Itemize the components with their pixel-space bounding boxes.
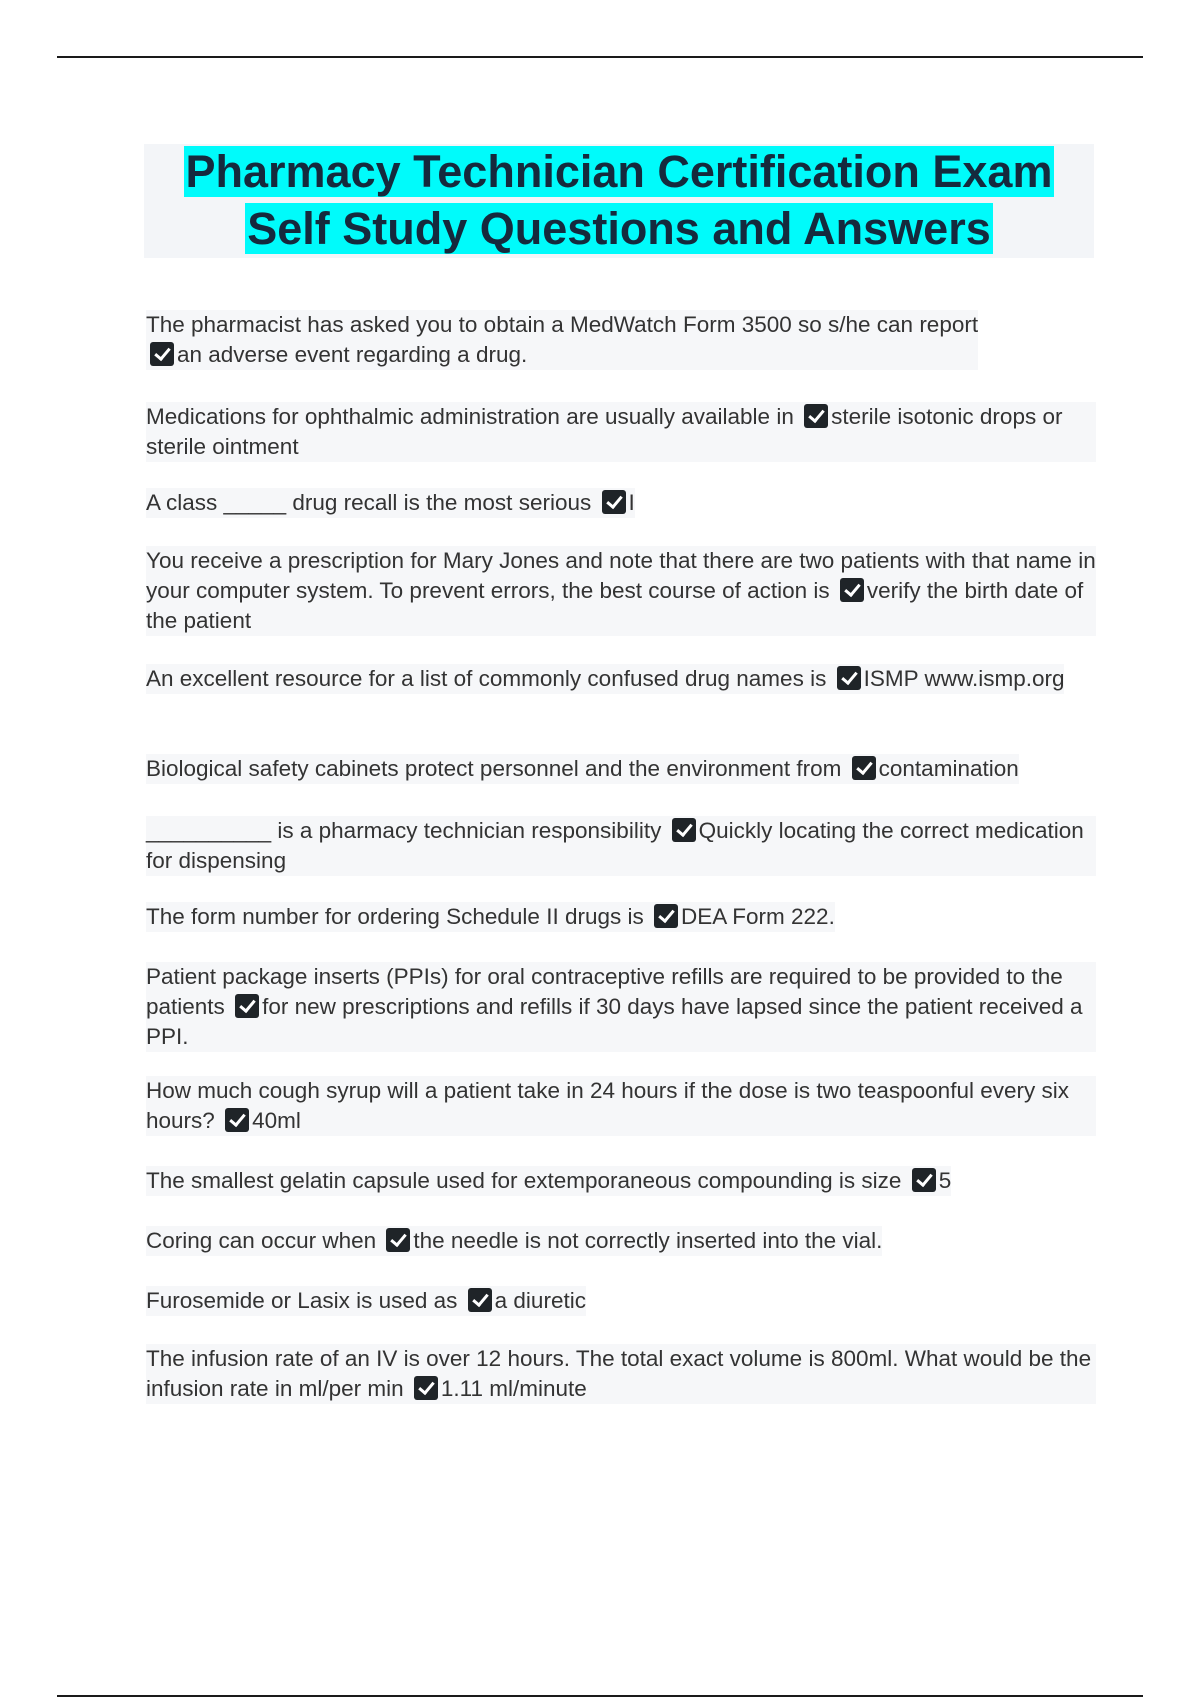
- checkmark-icon: [804, 404, 828, 428]
- checkmark-icon: [912, 1168, 936, 1192]
- checkmark-icon: [235, 994, 259, 1018]
- question-text: Biological safety cabinets protect personnel and the environment from: [146, 756, 842, 781]
- qa-item: [146, 546, 1096, 636]
- qa-item: [146, 1226, 882, 1256]
- document-title: [144, 144, 1094, 258]
- answer-text: an adverse event regarding a drug.: [177, 342, 528, 367]
- question-text: You receive a prescription for Mary Jones and note that there are two patients with that name in your computer system. To prevent errors, the best course of action is: [146, 548, 1096, 603]
- qa-item: [146, 962, 1096, 1052]
- qa-item: [146, 1166, 951, 1196]
- checkmark-icon: [840, 578, 864, 602]
- question-text: Patient package inserts (PPIs) for oral contraceptive refills are required to be provided to the patients: [146, 964, 1063, 1019]
- question-text: The smallest gelatin capsule used for extemporaneous compounding is size: [146, 1168, 902, 1193]
- qa-item: [146, 902, 835, 932]
- checkmark-icon: [414, 1376, 438, 1400]
- question-text: Coring can occur when: [146, 1228, 377, 1253]
- answer-text: sterile isotonic drops or sterile ointment: [146, 404, 1063, 459]
- qa-item: [146, 1344, 1096, 1404]
- qa-item: [146, 1076, 1096, 1136]
- checkmark-icon: [672, 818, 696, 842]
- checkmark-icon: [852, 756, 876, 780]
- checkmark-icon: [386, 1228, 410, 1252]
- answer-text: 40ml: [252, 1108, 301, 1133]
- question-text: The infusion rate of an IV is over 12 hours. The total exact volume is 800ml. What would be the infusion rate in ml/per min: [146, 1346, 1092, 1401]
- answer-text: a diuretic: [494, 1288, 586, 1313]
- question-text: How much cough syrup will a patient take in 24 hours if the dose is two teaspoonful every six hours?: [146, 1078, 1069, 1133]
- answer-text: I: [628, 490, 635, 515]
- qa-item: [146, 488, 635, 518]
- bottom-rule: [57, 1695, 1143, 1697]
- answer-text: 1.11 ml/minute: [440, 1376, 587, 1401]
- question-text: A class _____ drug recall is the most serious: [146, 490, 592, 515]
- qa-item: [146, 754, 1019, 784]
- checkmark-icon: [150, 342, 174, 366]
- answer-text: contamination: [878, 756, 1019, 781]
- answer-text: Quickly locating the correct medication for dispensing: [146, 818, 1084, 873]
- checkmark-icon: [468, 1288, 492, 1312]
- checkmark-icon: [602, 490, 626, 514]
- answer-text: verify the birth date of the patient: [146, 578, 1084, 633]
- checkmark-icon: [225, 1108, 249, 1132]
- qa-item: [146, 664, 1064, 694]
- question-text: The pharmacist has asked you to obtain a MedWatch Form 3500 so s/he can report: [146, 312, 979, 337]
- question-text: Medications for ophthalmic administration are usually available in: [146, 404, 794, 429]
- answer-text: 5: [938, 1168, 952, 1193]
- checkmark-icon: [837, 666, 861, 690]
- checkmark-icon: [654, 904, 678, 928]
- question-text: Furosemide or Lasix is used as: [146, 1288, 458, 1313]
- answer-text: the needle is not correctly inserted into the vial.: [413, 1228, 883, 1253]
- question-text: The form number for ordering Schedule II drugs is: [146, 904, 644, 929]
- question-text: An excellent resource for a list of commonly confused drug names is: [146, 666, 827, 691]
- answer-text: for new prescriptions and refills if 30 days have lapsed since the patient received a PPI.: [146, 994, 1083, 1049]
- top-rule: [57, 56, 1143, 58]
- qa-item: [146, 402, 1096, 462]
- qa-item: [146, 1286, 586, 1316]
- question-text: __________ is a pharmacy technician responsibility: [146, 818, 662, 843]
- title-line-1: Pharmacy Technician Certification Exam: [185, 146, 1053, 197]
- answer-text: ISMP www.ismp.org: [863, 666, 1065, 691]
- answer-text: DEA Form 222.: [681, 904, 835, 929]
- title-line-2: Self Study Questions and Answers: [247, 203, 991, 254]
- qa-item: [146, 816, 1096, 876]
- qa-item: [146, 310, 978, 370]
